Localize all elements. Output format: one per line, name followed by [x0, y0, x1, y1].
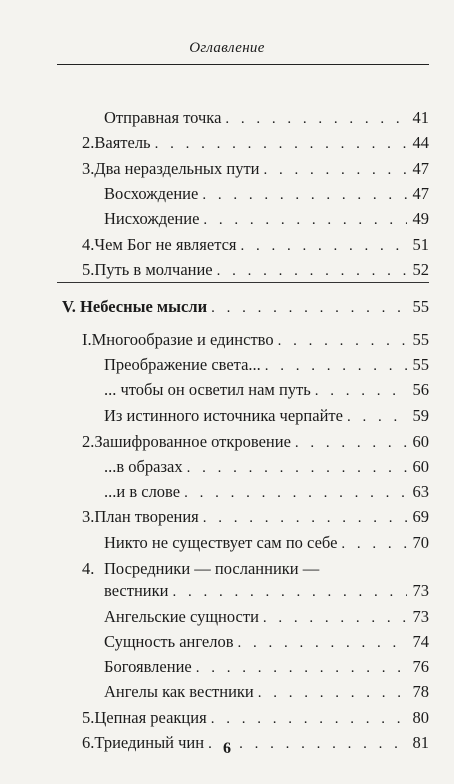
leader-dots — [225, 111, 407, 128]
toc-chapter-heading — [62, 297, 429, 317]
leader-dots — [347, 409, 407, 426]
toc-entry-label: ...и в слове — [104, 482, 181, 501]
toc-entry — [104, 607, 429, 627]
toc-entry-page: 73 — [412, 607, 429, 626]
chapter-separator-rule — [57, 282, 429, 283]
toc-entry-number: 2. — [82, 432, 95, 451]
toc-entry-label: Нисхождение — [104, 209, 200, 228]
toc-entry-label: Ваятель — [94, 133, 151, 152]
toc-entry — [104, 533, 429, 553]
toc-entry-number: 3. — [82, 159, 95, 178]
toc-entry-label: Триединый чин — [94, 733, 205, 752]
leader-dots — [295, 435, 407, 452]
toc-entry-label: Два нераздельных пути — [94, 159, 260, 178]
toc-entry-page: 78 — [412, 682, 429, 701]
toc-entry-label: Путь в молчание — [94, 260, 213, 279]
toc-entry-page: 47 — [412, 184, 429, 203]
toc-entry-label: Преображение света... — [104, 355, 261, 374]
leader-dots — [263, 610, 407, 627]
toc-entry — [82, 133, 429, 153]
toc-entry-label: Отправная точка — [104, 108, 222, 127]
toc-entry — [82, 330, 429, 350]
toc-entry-page: 74 — [412, 632, 429, 651]
toc-entry-label: Сущность ангелов — [104, 632, 234, 651]
toc-entry-page: 63 — [412, 482, 429, 501]
toc-entry-page: 49 — [412, 209, 429, 228]
leader-dots — [211, 711, 407, 728]
toc-entry — [104, 657, 429, 677]
toc-entry-number: 5. — [82, 708, 95, 727]
toc-entry-page: 55 — [412, 330, 429, 349]
toc-entry-label: План творения — [94, 507, 199, 526]
toc-entry-number: I. — [82, 330, 92, 349]
toc-entry-number: 6. — [82, 733, 95, 752]
leader-dots — [238, 635, 407, 652]
leader-dots — [184, 485, 407, 502]
toc-entry-page: 60 — [412, 457, 429, 476]
toc-entry — [82, 260, 429, 280]
toc-entry — [104, 108, 429, 128]
toc-entry-continuation — [104, 581, 429, 601]
toc-entry — [104, 482, 429, 502]
leader-dots — [258, 685, 407, 702]
leader-dots — [278, 333, 407, 350]
leader-dots — [265, 358, 407, 375]
toc-entry-label: ...в образах — [104, 457, 183, 476]
leader-dots — [315, 383, 407, 400]
toc-entry-page: 59 — [412, 406, 429, 425]
leader-dots — [196, 660, 407, 677]
toc-entry-number: 5. — [82, 260, 95, 279]
toc-entry-page: 47 — [412, 159, 429, 178]
toc-entry — [82, 559, 429, 579]
toc-entry-label: Цепная реакция — [94, 708, 207, 727]
toc-entry-page: 52 — [412, 260, 429, 279]
toc-entry-page: 51 — [412, 235, 429, 254]
leader-dots — [203, 510, 407, 527]
toc-entry-page: 70 — [412, 533, 429, 552]
toc-entry-label: Зашифрованное откровение — [94, 432, 291, 451]
toc-entry — [82, 708, 429, 728]
toc-entry — [104, 406, 429, 426]
leader-dots — [241, 238, 407, 255]
toc-entry-label: Чем Бог не является — [94, 235, 237, 254]
toc-entry — [104, 380, 429, 400]
toc-entry-page: 76 — [412, 657, 429, 676]
leader-dots — [341, 536, 407, 553]
leader-dots — [203, 212, 407, 229]
toc-entry — [82, 235, 429, 255]
toc-entry-label: ... чтобы он осветил нам путь — [104, 380, 311, 399]
leader-dots — [172, 584, 407, 601]
leader-dots — [264, 162, 408, 179]
toc-entry-page: 73 — [412, 581, 429, 600]
toc-entry — [104, 457, 429, 477]
toc-entry — [104, 682, 429, 702]
leader-dots — [217, 263, 407, 280]
toc-entry-label: Из истинного источника черпайте — [104, 406, 343, 425]
toc-entry-page: 41 — [412, 108, 429, 127]
toc-entry-page: 44 — [412, 133, 429, 152]
toc-entry-page: 55 — [412, 297, 429, 316]
running-head: Оглавление — [189, 40, 265, 56]
toc-entry-page: 56 — [412, 380, 429, 399]
toc-entry-label: Богоявление — [104, 657, 192, 676]
toc-entry — [104, 209, 429, 229]
toc-entry-number: 3. — [82, 507, 95, 526]
toc-entry-page: 80 — [412, 708, 429, 727]
toc-entry — [82, 507, 429, 527]
toc-entry-number: 4. — [82, 235, 95, 254]
toc-entry-page: 81 — [412, 733, 429, 752]
toc-entry — [104, 184, 429, 204]
toc-entry-page: 69 — [412, 507, 429, 526]
leader-dots — [187, 460, 407, 477]
toc-entry — [82, 159, 429, 179]
toc-entry — [82, 432, 429, 452]
toc-entry-label: V. Небесные мысли — [62, 297, 208, 316]
toc-entry-label: Восхождение — [104, 184, 199, 203]
toc-entry-label: Многообразие и единство — [91, 330, 274, 349]
toc-entry-number: 2. — [82, 133, 95, 152]
header-rule — [57, 64, 429, 65]
toc-entry — [104, 355, 429, 375]
leader-dots — [202, 187, 407, 204]
toc-entry-page: 55 — [412, 355, 429, 374]
toc-entry-label: Ангельские сущности — [104, 607, 259, 626]
toc-entry-label: Посредники — посланники — — [104, 559, 320, 578]
toc-entry-label: Никто не существует сам по себе — [104, 533, 338, 552]
leader-dots — [155, 136, 407, 153]
toc-entry-page: 60 — [412, 432, 429, 451]
toc-entry-label: вестники — [104, 581, 169, 600]
toc-entry — [104, 632, 429, 652]
toc-entry-label: Ангелы как вестники — [104, 682, 254, 701]
page-number: 6 — [223, 740, 231, 757]
toc-entry-number: 4. — [82, 559, 95, 578]
leader-dots — [211, 300, 407, 317]
